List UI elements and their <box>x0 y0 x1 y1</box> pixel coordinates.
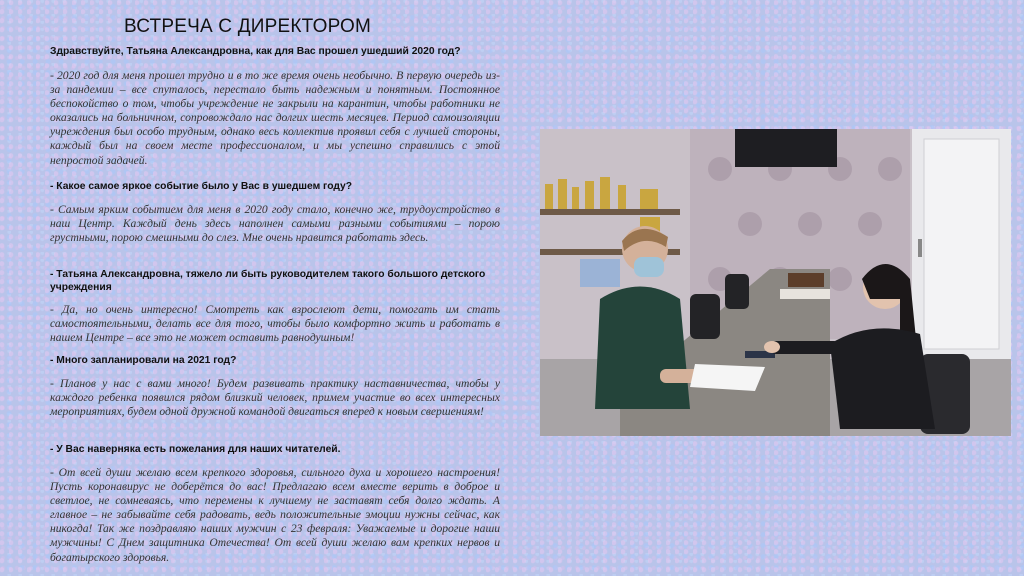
chair-back-2 <box>725 274 749 309</box>
meeting-photo-illustration <box>540 129 1011 436</box>
shelf-top <box>540 209 680 215</box>
picture-frame <box>580 259 620 287</box>
person-right-body <box>830 328 935 429</box>
person-right-arm <box>770 341 840 354</box>
tv-screen <box>735 129 837 167</box>
box <box>788 273 824 287</box>
question-5: - У Вас наверняка есть пожелания для наших читателей. <box>50 444 341 455</box>
question-4: - Много запланировали на 2021 год? <box>50 355 237 366</box>
answer-1: - 2020 год для меня прошел трудно и в то же время очень необычно. В первую очередь из-за пандемии – все спуталось, перестало быть надежным и понятным. Постоянное беспокойство о том, чтобы учреждение не закрыли на карантин, чтобы работники не оказались на больничном, сопровождало нас долгих шесть месяцев. Период самоизоляции учреждения был особо трудным, однако весь коллектив проявил себя с лучшей стороны, каждый был на своем месте профессионалом, и мы успешно справились с этой непростой задачей. <box>50 69 500 167</box>
person-left-mask <box>634 257 664 277</box>
person-right-hand <box>764 341 780 353</box>
question-3: - Татьяна Александровна, тяжело ли быть руководителем такого большого детского учреждения <box>50 269 486 293</box>
answer-3: - Да, но очень интересно! Смотреть как взрослеют дети, помогать им стать самостоятельными, делать все для того, чтобы было комфортно жить и работать в нашем Центре – все это не может оставить равнодушным! <box>50 303 500 345</box>
answer-2: - Самым ярким событием для меня в 2020 году стало, конечно же, трудоустройство в наш Центр. Каждый день здесь наполнен самыми разными событиями – порою грустными, порою смешными до слез. Мне очень нравится работать здесь. <box>50 203 500 245</box>
door-handle <box>918 239 922 257</box>
documents <box>780 289 830 299</box>
chair-back-1 <box>690 294 720 339</box>
answer-4: - Планов у нас с вами много! Будем развивать практику наставничества, чтобы у каждого ребенка появился рядом близкий человек, примем участие во всех интересных мероприятиях, будем одной дружной командой двигаться вперед к новым свершениям! <box>50 377 500 419</box>
person-left-body <box>595 287 690 410</box>
page-title: ВСТРЕЧА С ДИРЕКТОРОМ <box>124 16 372 37</box>
paper-sheet <box>690 364 765 391</box>
question-2: - Какое самое яркое событие было у Вас в ушедшем году? <box>50 181 353 192</box>
meeting-photo <box>540 129 1011 436</box>
answer-5: - От всей души желаю всем крепкого здоровья, сильного духа и хорошего настроения! Пусть коронавирус не доберётся до вас! Предлагаю всем вместе верить в доброе и светлое, не сомневаясь, что перемены к лучшему не заставят себя долго ждать. А главное – не забывайте себя радовать, ведь положительные эмоции нужны сейчас, как никогда! Так же поздравляю наших мужчин с 23 февраля: Уважаемые и дорогие наши мужчины! С Днем защитника Отечества! От всей души желаю вам крепких нервов и богатырского здоровья. <box>50 466 500 564</box>
question-1: Здравствуйте, Татьяна Александровна, как для Вас прошел ушедший 2020 год? <box>50 46 461 57</box>
door-panel <box>924 139 999 349</box>
